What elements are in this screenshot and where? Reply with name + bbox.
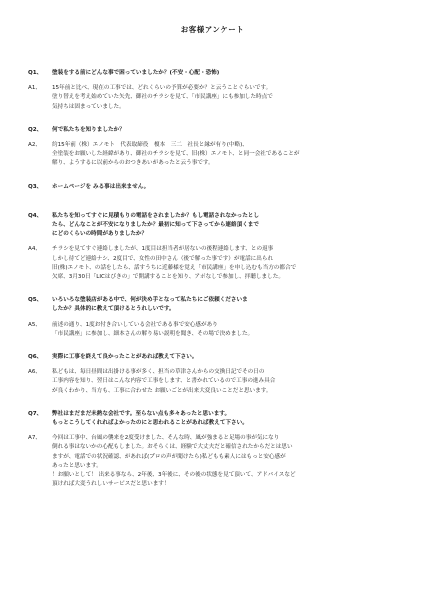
question-line: 私たちを知ってすぐに見積もりの電話をされましたか？もし電話されなかったとし xyxy=(52,212,259,219)
question-label: Q1、 xyxy=(28,70,43,76)
answer xyxy=(28,141,397,169)
answer-text xyxy=(52,434,397,489)
answer-line: 頂ければ大変うれしいサービスだと思います！ xyxy=(52,481,170,488)
question-text xyxy=(52,410,397,428)
answer xyxy=(28,321,397,339)
answer-label: A4、 xyxy=(28,246,41,253)
answer-line: 「市民講座」に参加し、細本さんの解り易い説明を聞き、その場で決めました。 xyxy=(52,330,254,337)
question-text xyxy=(52,69,397,78)
question xyxy=(28,410,397,428)
question-line: 実際に工事を終えて良かったことがあれば教えて下さい。 xyxy=(52,354,198,361)
answer-label: A5、 xyxy=(28,321,41,328)
question xyxy=(28,212,397,240)
question-label: Q3、 xyxy=(28,183,43,190)
question-text xyxy=(52,212,397,240)
question-line: いろいろな塗装店がある中で、何が決め手となって私たちにご依頼くださいま xyxy=(52,297,248,304)
answer-line: 工事内容を知り、翌日はこんな内容で工事をします、と書かれているので工事の進み具合 xyxy=(52,378,276,385)
question-line: にどのくらいの時間がありましたか？ xyxy=(52,231,148,238)
answer-label: A2、 xyxy=(28,142,41,149)
answer xyxy=(28,368,397,396)
answer-line: 倒れる事はないかの心配もしました。おそらくは、経験で大丈夫だと確信されたからだとは思い xyxy=(52,444,293,451)
answer-text xyxy=(52,321,397,339)
answer-line: ますが、電話での状況確認、があれば(プロの声が聞けたら)私どもも素人にはもっと安心感が xyxy=(52,453,286,460)
question-label: Q5、 xyxy=(28,297,43,304)
answer-line: 前述の通り、1度お付き合いしている会社である事で安心感があり xyxy=(52,321,218,328)
question-line: たら、どんなことが不安になりましたか？最初に知って下さってから連絡頂くまで xyxy=(52,222,259,229)
question xyxy=(28,183,397,192)
answer-label: A7、 xyxy=(28,435,41,442)
answer-line: 私どもは、毎日昼間は出掛ける事が多く、担当の草津さんからの交換日記でその日の xyxy=(52,369,265,376)
answer-line: 今回は工事中、台風の襲来を2度受けました、そんな時、風が強まると足場の事が気になり xyxy=(52,435,280,442)
answer-line: 気持ちは固まっていました。 xyxy=(52,103,125,110)
question-line: 何で私たちを知りましたか？ xyxy=(52,126,125,133)
question xyxy=(28,353,397,362)
question-label: Q4、 xyxy=(28,212,43,219)
question-line: もっとこうしてくれればよかったのにと思われることがあれば教えて下さい。 xyxy=(52,420,248,427)
answer-text xyxy=(52,84,397,112)
question xyxy=(28,126,397,135)
question-label: Q6、 xyxy=(28,354,43,361)
answer-text xyxy=(52,141,397,169)
answer xyxy=(28,245,397,282)
answer-text xyxy=(52,368,397,396)
answer-text xyxy=(52,245,397,282)
qa-item xyxy=(28,353,397,410)
answer-label: A1、 xyxy=(28,85,41,92)
qa-item xyxy=(28,212,397,296)
answer-label: A6、 xyxy=(28,369,41,376)
answer xyxy=(28,84,397,112)
question-line: 塗装をする前にどんな事で困っていましたか？(不安・心配・恐怖) xyxy=(52,70,220,76)
qa-list xyxy=(28,69,397,504)
answer-line: が良くわかり、当方も、工事に合わせた お願いごとが出来大変良いことだと思います。 xyxy=(52,387,272,394)
question-text xyxy=(52,353,397,362)
question-label: Q7、 xyxy=(28,410,43,417)
answer-line: 解り、ようするに以前からのおつきあいがあったと云う事です。 xyxy=(52,160,214,167)
answer-line: しかし待てど連絡ナシ、2度目で、女性の田中さん（後で解った事です）が電話に出られ xyxy=(52,255,274,262)
answer-line: あったと思います。 xyxy=(52,462,102,469)
answer-line: 旧(株)エノモト、の話をしたら、話すうちに近藤様を覚え「市民講座」を申し込むも当方の都合で xyxy=(52,264,297,271)
answer-line: 全塗装をお願いした経緯があり、御社のチラシを見て、旧(株）エノモト、と同一会社であることが xyxy=(52,151,300,158)
answer-line: ！お願いとして！ 出来る事なら、2年後、3年後に、その後の状態を見て頂いて、アドバイスなど xyxy=(52,472,296,479)
question xyxy=(28,296,397,314)
answer-line: 欠席、3月30日「LICはびきの」で開講することを知り、アポなしで参加し、拝聴しました。 xyxy=(52,274,284,281)
question-text xyxy=(52,183,397,192)
question-label: Q2、 xyxy=(28,126,43,133)
question-text xyxy=(52,296,397,314)
qa-item xyxy=(28,296,397,353)
answer-line: 15年前と比べ、現在の工事では、どれくらいの予算が必要か？と云うことぐらいです。 xyxy=(52,85,272,92)
qa-item xyxy=(28,183,397,212)
question-text xyxy=(52,126,397,135)
question-line: したか？具体的に教えて頂けるとうれしいです。 xyxy=(52,306,175,313)
answer-line: 約15年前（株）エノモト 代表取締役 榎本 三二 社長と縁が有り(中略)、 xyxy=(52,142,248,149)
answer-line: 塗り替えを考え始めていた矢先、御社のチラシを見て、「市民講座」にも参加した時点で xyxy=(52,94,273,101)
question xyxy=(28,69,397,78)
page-title: お客様アンケート xyxy=(180,25,245,34)
qa-item xyxy=(28,126,397,183)
qa-item xyxy=(28,69,397,126)
answer-line: チラシを見てすぐ連絡しましたが、1度目は担当者が居ないの後程連絡します、との返事 xyxy=(52,246,274,253)
answer xyxy=(28,434,397,489)
question-line: ホームページを みる事は出来ません。 xyxy=(52,183,150,190)
qa-item xyxy=(28,410,397,504)
question-line: 弊社はまだまだ未熟な会社です。至らない点も多々あったと思います。 xyxy=(52,410,231,417)
